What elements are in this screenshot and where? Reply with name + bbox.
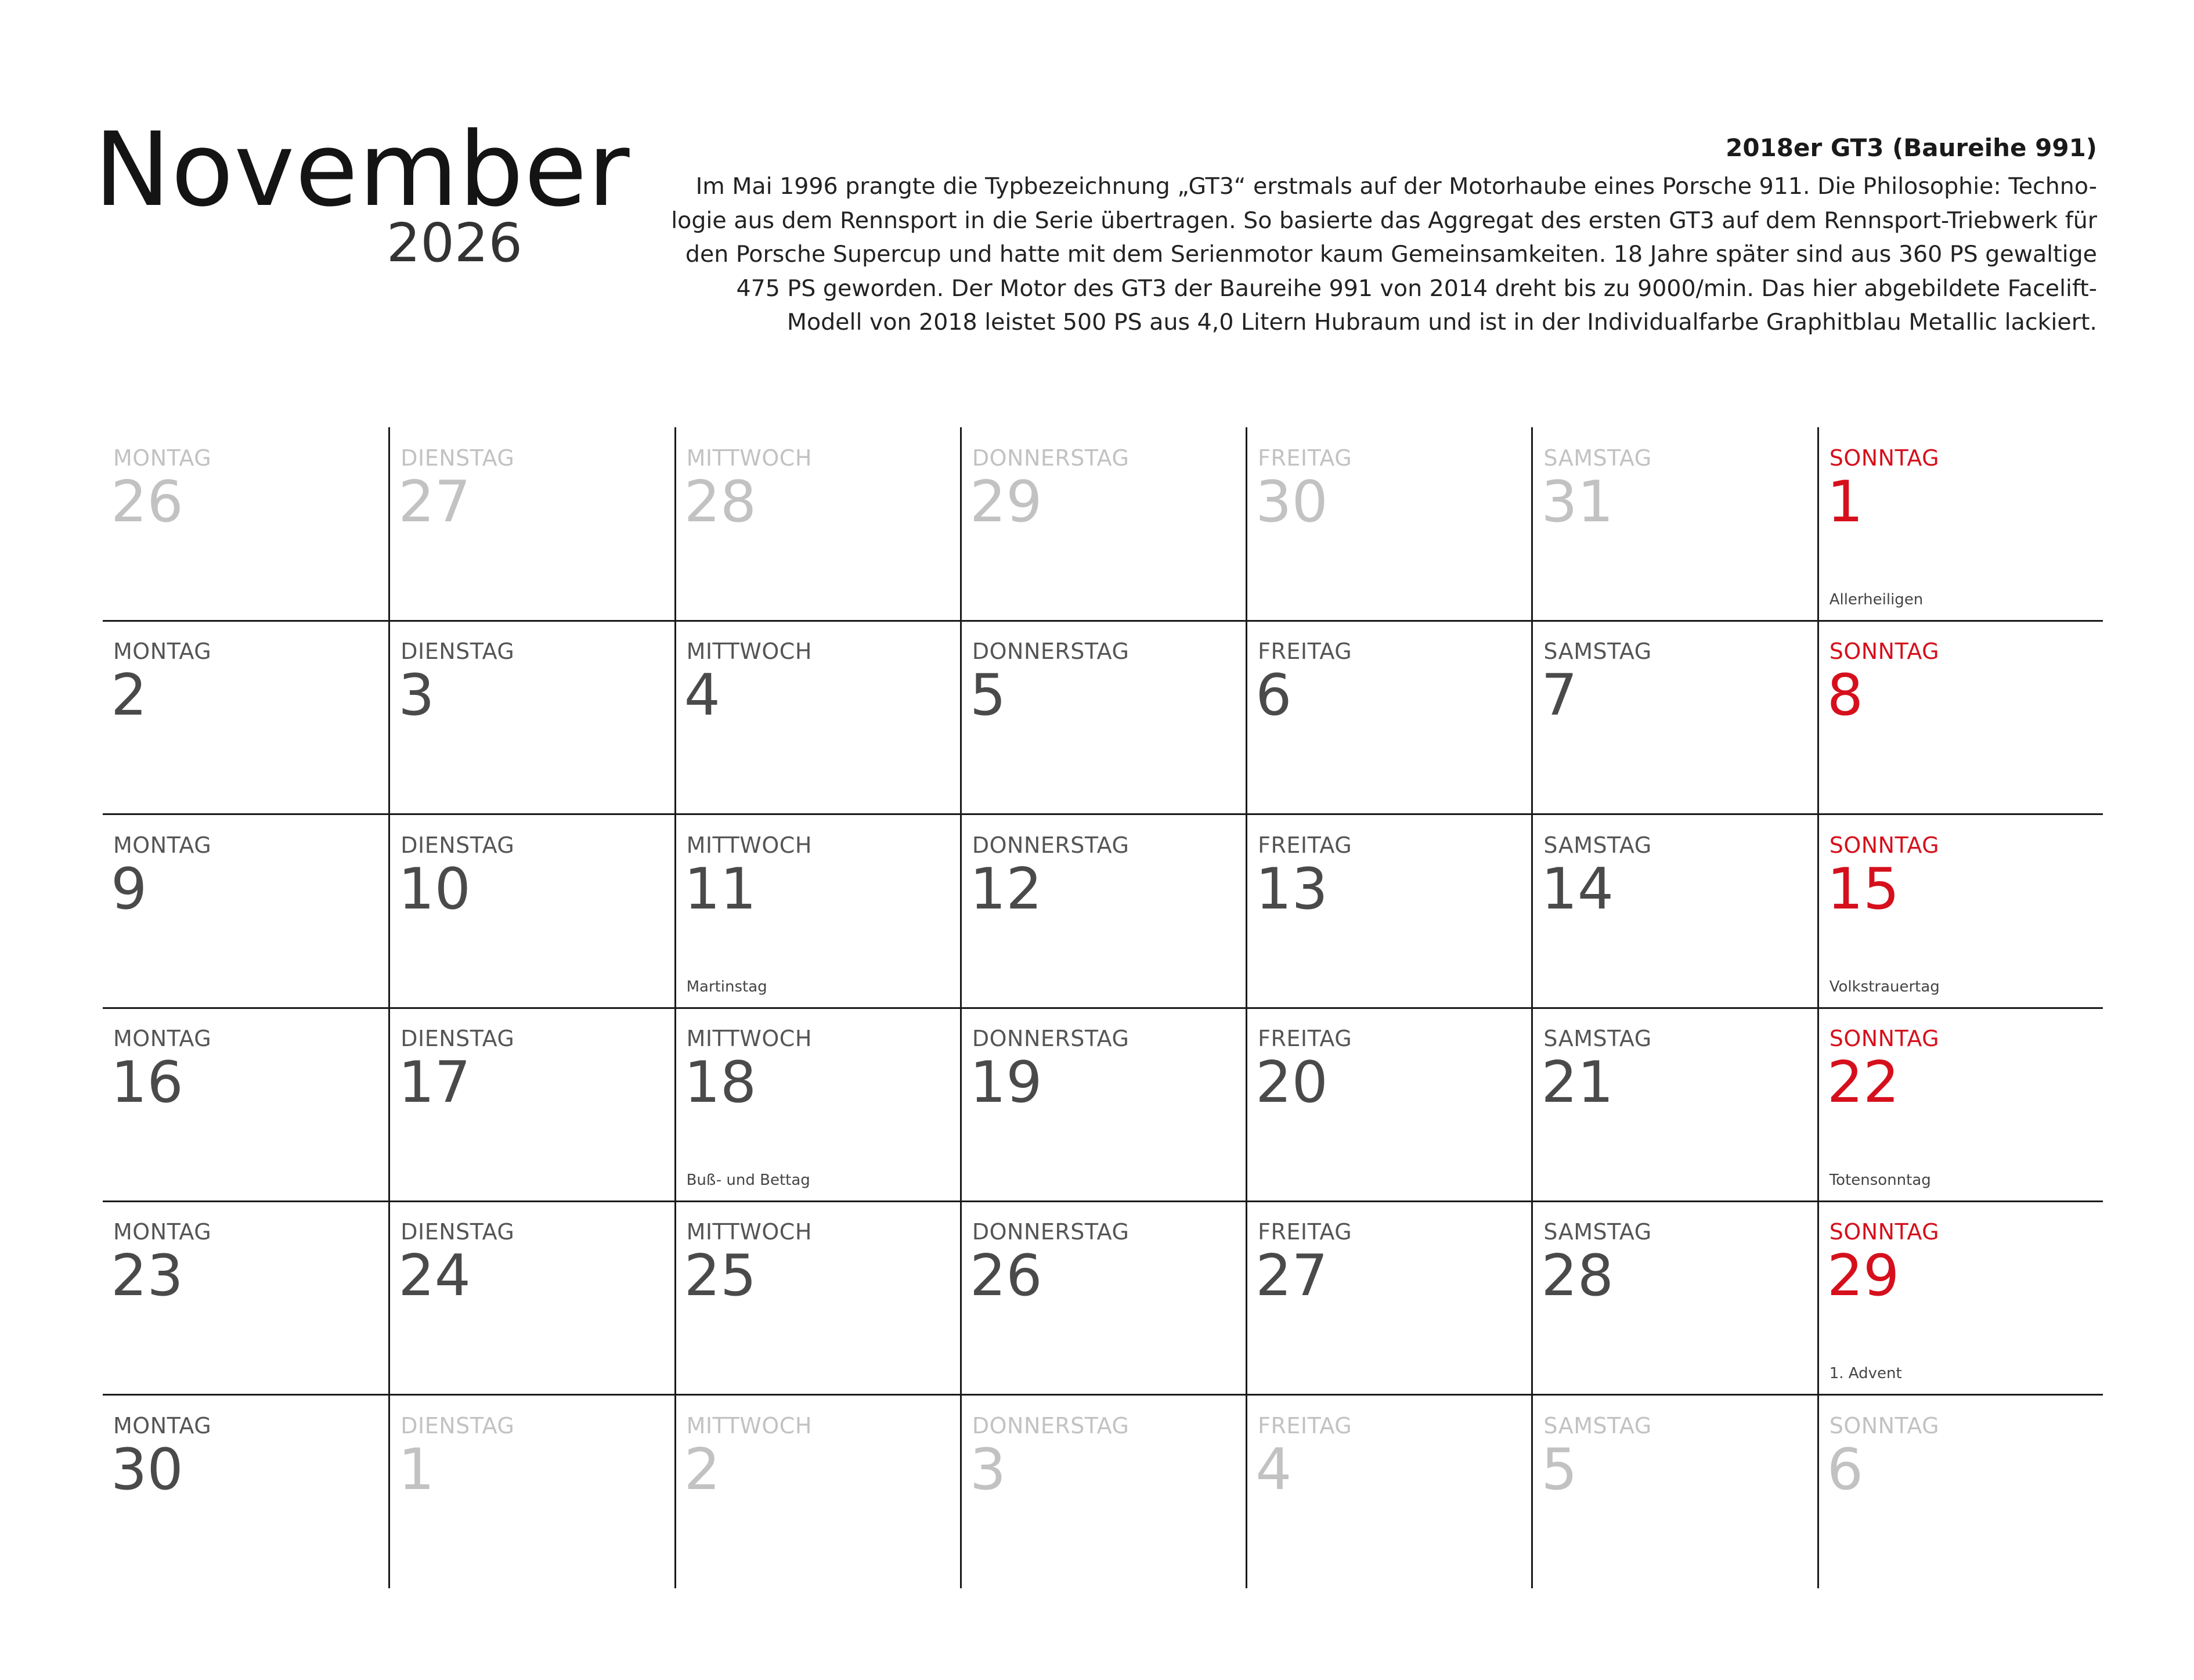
holiday-label: Totensonntag [1829, 1171, 1931, 1189]
weekday-label: MITTWOCH [686, 1026, 812, 1051]
weekday-label: SONNTAG [1829, 1219, 1940, 1245]
weekday-label: SAMSTAG [1543, 1219, 1652, 1245]
day-number: 5 [969, 662, 1006, 729]
day-cell [1246, 1201, 1531, 1394]
weekday-label: FREITAG [1258, 1219, 1352, 1245]
day-cell [388, 1395, 674, 1588]
day-cell [674, 1395, 960, 1588]
weekday-label: SONNTAG [1829, 639, 1940, 665]
weekday-label: MONTAG [113, 445, 212, 471]
day-number: 21 [1541, 1050, 1614, 1116]
day-number: 20 [1255, 1050, 1328, 1116]
description-line: den Porsche Supercup und hatte mit dem Serienmotor kaum Gemeinsamkeiten. 18 Jahre später sind aus 360 PS gewaltige [685, 241, 2097, 268]
weekday-label: SAMSTAG [1543, 1026, 1652, 1051]
weekday-label: MONTAG [113, 832, 212, 858]
day-number: 15 [1827, 856, 1900, 922]
day-cell [103, 621, 388, 814]
day-cell [960, 1008, 1246, 1201]
holiday-label: Martinstag [686, 978, 767, 996]
month-title: November [94, 110, 630, 229]
day-cell [388, 621, 674, 814]
weekday-label: DIENSTAG [400, 1219, 515, 1245]
weekday-label: SONNTAG [1829, 445, 1940, 471]
weekday-label: MITTWOCH [686, 1412, 812, 1439]
weekday-label: MONTAG [113, 1219, 212, 1245]
day-number: 7 [1541, 662, 1578, 729]
day-number: 19 [969, 1050, 1042, 1116]
year-label: 2026 [386, 212, 522, 274]
day-cell [960, 621, 1246, 814]
weekday-label: DIENSTAG [400, 639, 515, 665]
day-number: 28 [1541, 1243, 1614, 1310]
weekday-label: FREITAG [1258, 1026, 1352, 1051]
day-cell [1246, 1395, 1531, 1588]
day-number: 24 [398, 1243, 471, 1310]
holiday-label: 1. Advent [1829, 1365, 1902, 1383]
day-number: 29 [1827, 1243, 1900, 1310]
day-cell [1817, 1395, 2103, 1588]
day-cell [1817, 621, 2103, 814]
description-line: Modell von 2018 leistet 500 PS aus 4,0 Litern Hubraum und ist in der Individualfarbe Graphitblau Metallic lackiert. [786, 309, 2097, 336]
day-number: 28 [684, 469, 757, 535]
day-number: 2 [111, 662, 147, 729]
day-cell [103, 1201, 388, 1394]
holiday-label: Allerheiligen [1829, 591, 1924, 608]
day-number: 9 [111, 856, 147, 922]
day-number: 17 [398, 1050, 471, 1116]
day-cell [1817, 427, 2103, 621]
day-number: 2 [684, 1436, 720, 1503]
day-cell [1246, 814, 1531, 1008]
day-cell [1817, 1008, 2103, 1201]
weekday-label: FREITAG [1258, 1412, 1352, 1439]
day-cell [960, 1395, 1246, 1588]
day-number: 23 [111, 1243, 183, 1310]
weekday-label: MITTWOCH [686, 639, 812, 665]
day-cell [674, 1201, 960, 1394]
day-cell [674, 1008, 960, 1201]
description-line: logie aus dem Rennsport in die Serie übertragen. So basierte das Aggregat des ersten GT3 auf dem Rennsport-Triebwerk für [671, 207, 2097, 234]
day-cell [674, 814, 960, 1008]
weekday-label: SONNTAG [1829, 1412, 1940, 1439]
day-number: 10 [398, 856, 471, 922]
day-number: 14 [1541, 856, 1614, 922]
day-number: 30 [1255, 469, 1328, 535]
weekday-label: SAMSTAG [1543, 639, 1652, 665]
day-number: 13 [1255, 856, 1328, 922]
weekday-label: DONNERSTAG [972, 1026, 1130, 1051]
day-number: 6 [1255, 662, 1292, 729]
weekday-label: DIENSTAG [400, 1026, 515, 1051]
day-number: 25 [684, 1243, 757, 1310]
day-cell [1246, 1008, 1531, 1201]
weekday-label: FREITAG [1258, 639, 1352, 665]
weekday-label: DIENSTAG [400, 832, 515, 858]
day-number: 3 [398, 662, 435, 729]
day-cell [1531, 1008, 1817, 1201]
day-cell [1531, 427, 1817, 621]
day-number: 22 [1827, 1050, 1900, 1116]
day-cell [1531, 814, 1817, 1008]
day-cell [388, 427, 674, 621]
day-number: 5 [1541, 1436, 1578, 1503]
weekday-label: MONTAG [113, 1026, 212, 1051]
weekday-label: FREITAG [1258, 832, 1352, 858]
weekday-label: SAMSTAG [1543, 445, 1652, 471]
day-number: 1 [398, 1436, 435, 1503]
weekday-label: MONTAG [113, 639, 212, 665]
weekday-label: SONNTAG [1829, 1026, 1940, 1051]
weekday-label: FREITAG [1258, 445, 1352, 471]
day-cell [1246, 427, 1531, 621]
weekday-label: DIENSTAG [400, 1412, 515, 1439]
day-cell [1246, 621, 1531, 814]
day-number: 16 [111, 1050, 183, 1116]
weekday-label: MITTWOCH [686, 832, 812, 858]
day-number: 3 [969, 1436, 1006, 1503]
weekday-label: DONNERSTAG [972, 445, 1130, 471]
calendar-grid [103, 427, 2103, 1588]
weekday-label: DONNERSTAG [972, 1219, 1130, 1245]
holiday-label: Volkstrauertag [1829, 978, 1940, 996]
description-line: Im Mai 1996 prangte die Typbezeichnung „GT3“ erstmals auf der Motorhaube eines Porsche 911. Die Philosophie: Techno- [695, 173, 2097, 200]
day-cell [1531, 1201, 1817, 1394]
day-number: 27 [1255, 1243, 1328, 1310]
day-number: 29 [969, 469, 1042, 535]
day-cell [674, 621, 960, 814]
day-number: 30 [111, 1436, 183, 1503]
weekday-label: DONNERSTAG [972, 832, 1130, 858]
day-number: 6 [1827, 1436, 1864, 1503]
day-cell [103, 1395, 388, 1588]
description-title: 2018er GT3 (Baureihe 991) [1726, 134, 2097, 162]
day-number: 12 [969, 856, 1042, 922]
weekday-label: SAMSTAG [1543, 1412, 1652, 1439]
day-cell [960, 814, 1246, 1008]
weekday-label: DONNERSTAG [972, 1412, 1130, 1439]
day-cell [388, 1008, 674, 1201]
day-cell [960, 427, 1246, 621]
day-number: 26 [969, 1243, 1042, 1310]
day-cell [960, 1201, 1246, 1394]
day-cell [1531, 621, 1817, 814]
day-cell [388, 1201, 674, 1394]
description-line: 475 PS geworden. Der Motor des GT3 der Baureihe 991 von 2014 dreht bis zu 9000/min. Das hier abgebildete Facelift- [736, 275, 2097, 302]
day-cell [388, 814, 674, 1008]
day-cell [103, 1008, 388, 1201]
weekday-label: DIENSTAG [400, 445, 515, 471]
day-cell [103, 427, 388, 621]
day-number: 8 [1827, 662, 1864, 729]
day-number: 26 [111, 469, 183, 535]
holiday-label: Buß- und Bettag [686, 1171, 810, 1189]
day-number: 11 [684, 856, 757, 922]
weekday-label: MITTWOCH [686, 1219, 812, 1245]
day-cell [674, 427, 960, 621]
day-cell [1531, 1395, 1817, 1588]
day-number: 31 [1541, 469, 1614, 535]
description-text [627, 170, 2097, 340]
day-number: 4 [684, 662, 720, 729]
weekday-label: SONNTAG [1829, 832, 1940, 858]
weekday-label: MONTAG [113, 1412, 212, 1439]
weekday-label: MITTWOCH [686, 445, 812, 471]
day-number: 18 [684, 1050, 757, 1116]
weekday-label: DONNERSTAG [972, 639, 1130, 665]
day-cell [103, 814, 388, 1008]
weekday-label: SAMSTAG [1543, 832, 1652, 858]
day-number: 4 [1255, 1436, 1292, 1503]
day-cell [1817, 1201, 2103, 1394]
day-number: 27 [398, 469, 471, 535]
day-cell [1817, 814, 2103, 1008]
day-number: 1 [1827, 469, 1864, 535]
